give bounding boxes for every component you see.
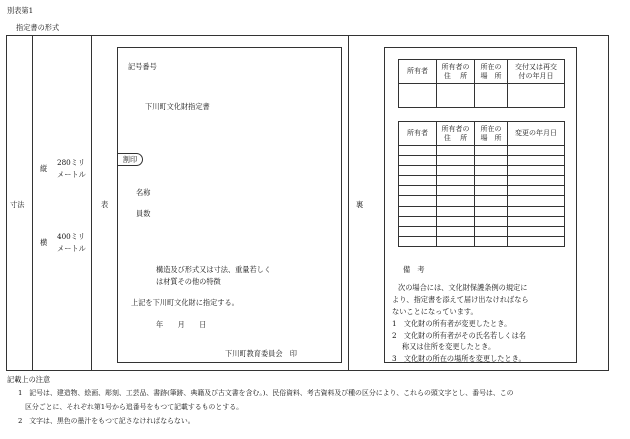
issuer: 下川町教育委員会 印 [225,349,297,358]
structure-line2: は材質その他の特徴 [156,277,221,286]
note-line: 2 文字は、黒色の墨汁をもつて記さなければならない。 [18,417,195,425]
change-table [398,121,565,247]
divider [91,35,92,371]
table-row [399,236,565,246]
declaration: 上記を下川町文化財に指定する。 [131,298,239,307]
note-line: 1 記号は、建造物、絵画、彫刻、工芸品、書跡(筆跡、典籍及び古文書を含む。)、民俗資料、考古資料及び種の区分により、これらの頭文字とし、番号は、この [18,389,514,397]
front-sheet [117,47,342,363]
table-header: 交付又は再交 付の年月日 [508,60,565,84]
notes-title: 記載上の注意 [7,375,51,384]
remarks-line: 2 文化財の所有者がその氏名若しくは名 [392,331,526,340]
count-label: 員数 [136,209,151,218]
form-subtitle: 指定書の形式 [16,23,60,32]
table-row [399,206,565,216]
front-label: 表 [101,200,109,209]
table-row [399,186,565,196]
table-header: 所有者 [399,122,437,146]
tate-label: 縦 [40,164,48,173]
remarks-line: 称又は住所を変更したとき。 [402,342,496,351]
table-header: 所有者の 住 所 [437,122,475,146]
dims-label: 寸法 [10,200,25,209]
remarks-line: 次の場合には、文化財保護条例の規定に [398,283,528,292]
yoko-label: 横 [40,238,48,247]
table-header: 変更の年月日 [508,122,565,146]
tate-value: 280ミリ [57,158,86,167]
certificate-title: 下川町文化財指定書 [145,102,210,111]
table-header: 所有者の 住 所 [437,60,475,84]
table-row [399,196,565,206]
table-row [399,166,565,176]
issue-table [398,59,565,108]
remarks-line: より、指定書を添えて届け出なければなら [392,295,529,304]
remarks-line: ないことになっています。 [392,307,478,316]
table-number: 別表第1 [7,6,34,15]
table-header: 所在の 場 所 [475,60,508,84]
structure-line1: 構造及び形式又は寸法、重量若しく [156,265,272,274]
remarks-title: 備 考 [403,265,425,274]
table-header: 所在の 場 所 [475,122,508,146]
kigou-label: 記号番号 [128,62,157,71]
table-row [399,176,565,186]
yoko-value: 400ミリ [57,232,86,241]
seal-mark: 割印 [117,153,143,166]
back-label: 裏 [356,200,364,209]
yoko-unit: メートル [57,244,86,253]
table-row [399,226,565,236]
date-line: 年 月 日 [156,320,207,329]
table-row [399,216,565,226]
remarks-line: 3 文化財の所在の場所を変更したとき。 [392,354,526,363]
table-header: 所有者 [399,60,437,84]
divider [348,35,349,371]
table-row [399,146,565,156]
divider [32,35,33,371]
table-row [399,84,565,108]
table-row [399,156,565,166]
tate-unit: メートル [57,170,86,179]
remarks-line: 1 文化財の所有者が変更したとき。 [392,319,512,328]
name-label: 名称 [136,188,151,197]
note-line: 区分ごとに、それぞれ第1号から追番号をもつて記載するものとする。 [25,403,243,411]
